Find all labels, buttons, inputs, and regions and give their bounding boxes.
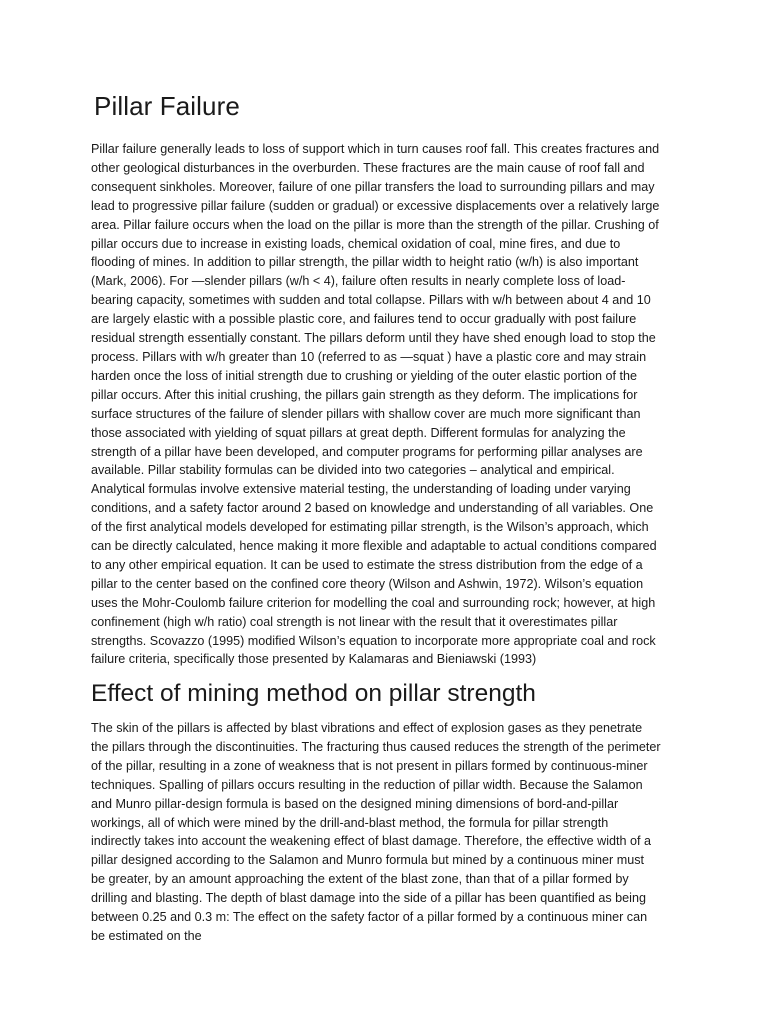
section-title-mining-method: Effect of mining method on pillar strength	[91, 680, 536, 707]
section-body-mining-method: The skin of the pillars is affected by blast vibrations and effect of explosion gases as they penetrate the pillars through the discontinuities. The fracturing thus caused reduces the strength of the perimeter of the pillar, resulting in a zone of weakness that is not present in pillars formed by continuous-miner techniques. Spalling of pillars occurs resulting in the reduction of pillar width. Because the Salamon and Munro pillar-design formula is based on the designed mining dimensions of bord-and-pillar workings, all of which were mined by the drill-and-blast method, the formula for pillar strength indirectly takes into account the weakening effect of blast damage. Therefore, the effective width of a pillar designed according to the Salamon and Munro formula but mined by a continuous miner must be greater, by an amount approaching the extent of the blast zone, than that of a pillar formed by drilling and blasting. The depth of blast damage into the side of a pillar has been quantified as being between 0.25 and 0.3 m: The effect on the safety factor of a pillar formed by a continuous miner can be estimated on the	[91, 721, 661, 943]
section-title-pillar-failure: Pillar Failure	[94, 91, 240, 121]
section-body-pillar-failure: Pillar failure generally leads to loss of support which in turn causes roof fall. This creates fractures and other geological disturbances in the overburden. These fractures are the main cause of roof fall and consequent sinkholes. Moreover, failure of one pillar transfers the load to surrounding pillars and may lead to progressive pillar failure (sudden or gradual) or excessive displacements over a relatively large area. Pillar failure occurs when the load on the pillar is more than the strength of the pillar. Crushing of pillar occurs due to increase in existing loads, chemical oxidation of coal, mine fires, and due to flooding of mines. In addition to pillar strength, the pillar width to height ratio (w/h) is also important (Mark, 2006). For —slender pillars (w/h < 4), failure often results in nearly complete loss of load-bearing capacity, sometimes with sudden and total collapse. Pillars with w/h between about 4 and 10 are largely elastic with a possible plastic core, and failures tend to occur gradually with post failure residual strength essentially constant. The pillars deform until they have shed enough load to stop the process. Pillars with w/h greater than 10 (referred to as —squat ) have a plastic core and may strain harden once the loss of initial strength due to crushing or yielding of the outer elastic portion of the pillar occurs. After this initial crushing, the pillars gain strength as they deform. The implications for surface structures of the failure of slender pillars with shallow cover are much more significant than those associated with yielding of squat pillars at great depth. Different formulas for analyzing the strength of a pillar have been developed, and computer programs for performing pillar analyses are available. Pillar stability formulas can be divided into two categories – analytical and empirical. Analytical formulas involve extensive material testing, the understanding of loading under varying conditions, and a safety factor around 2 based on knowledge and understanding of all variables. One of the first analytical models developed for estimating pillar strength, is the Wilson’s approach, which can be directly calculated, hence making it more flexible and adaptable to actual conditions compared to any other empirical equation. It can be used to estimate the stress distribution from the edge of a pillar to the center based on the confined core theory (Wilson and Ashwin, 1972). Wilson’s equation uses the Mohr-Coulomb failure criterion for modelling the coal and surrounding rock; however, at high confinement (high w/h ratio) coal strength is not linear with the result that it overestimates pillar strengths. Scovazzo (1995) modified Wilson’s equation to incorporate more appropriate coal and rock failure criteria, specifically those presented by Kalamaras and Bieniawski (1993)	[91, 142, 660, 667]
